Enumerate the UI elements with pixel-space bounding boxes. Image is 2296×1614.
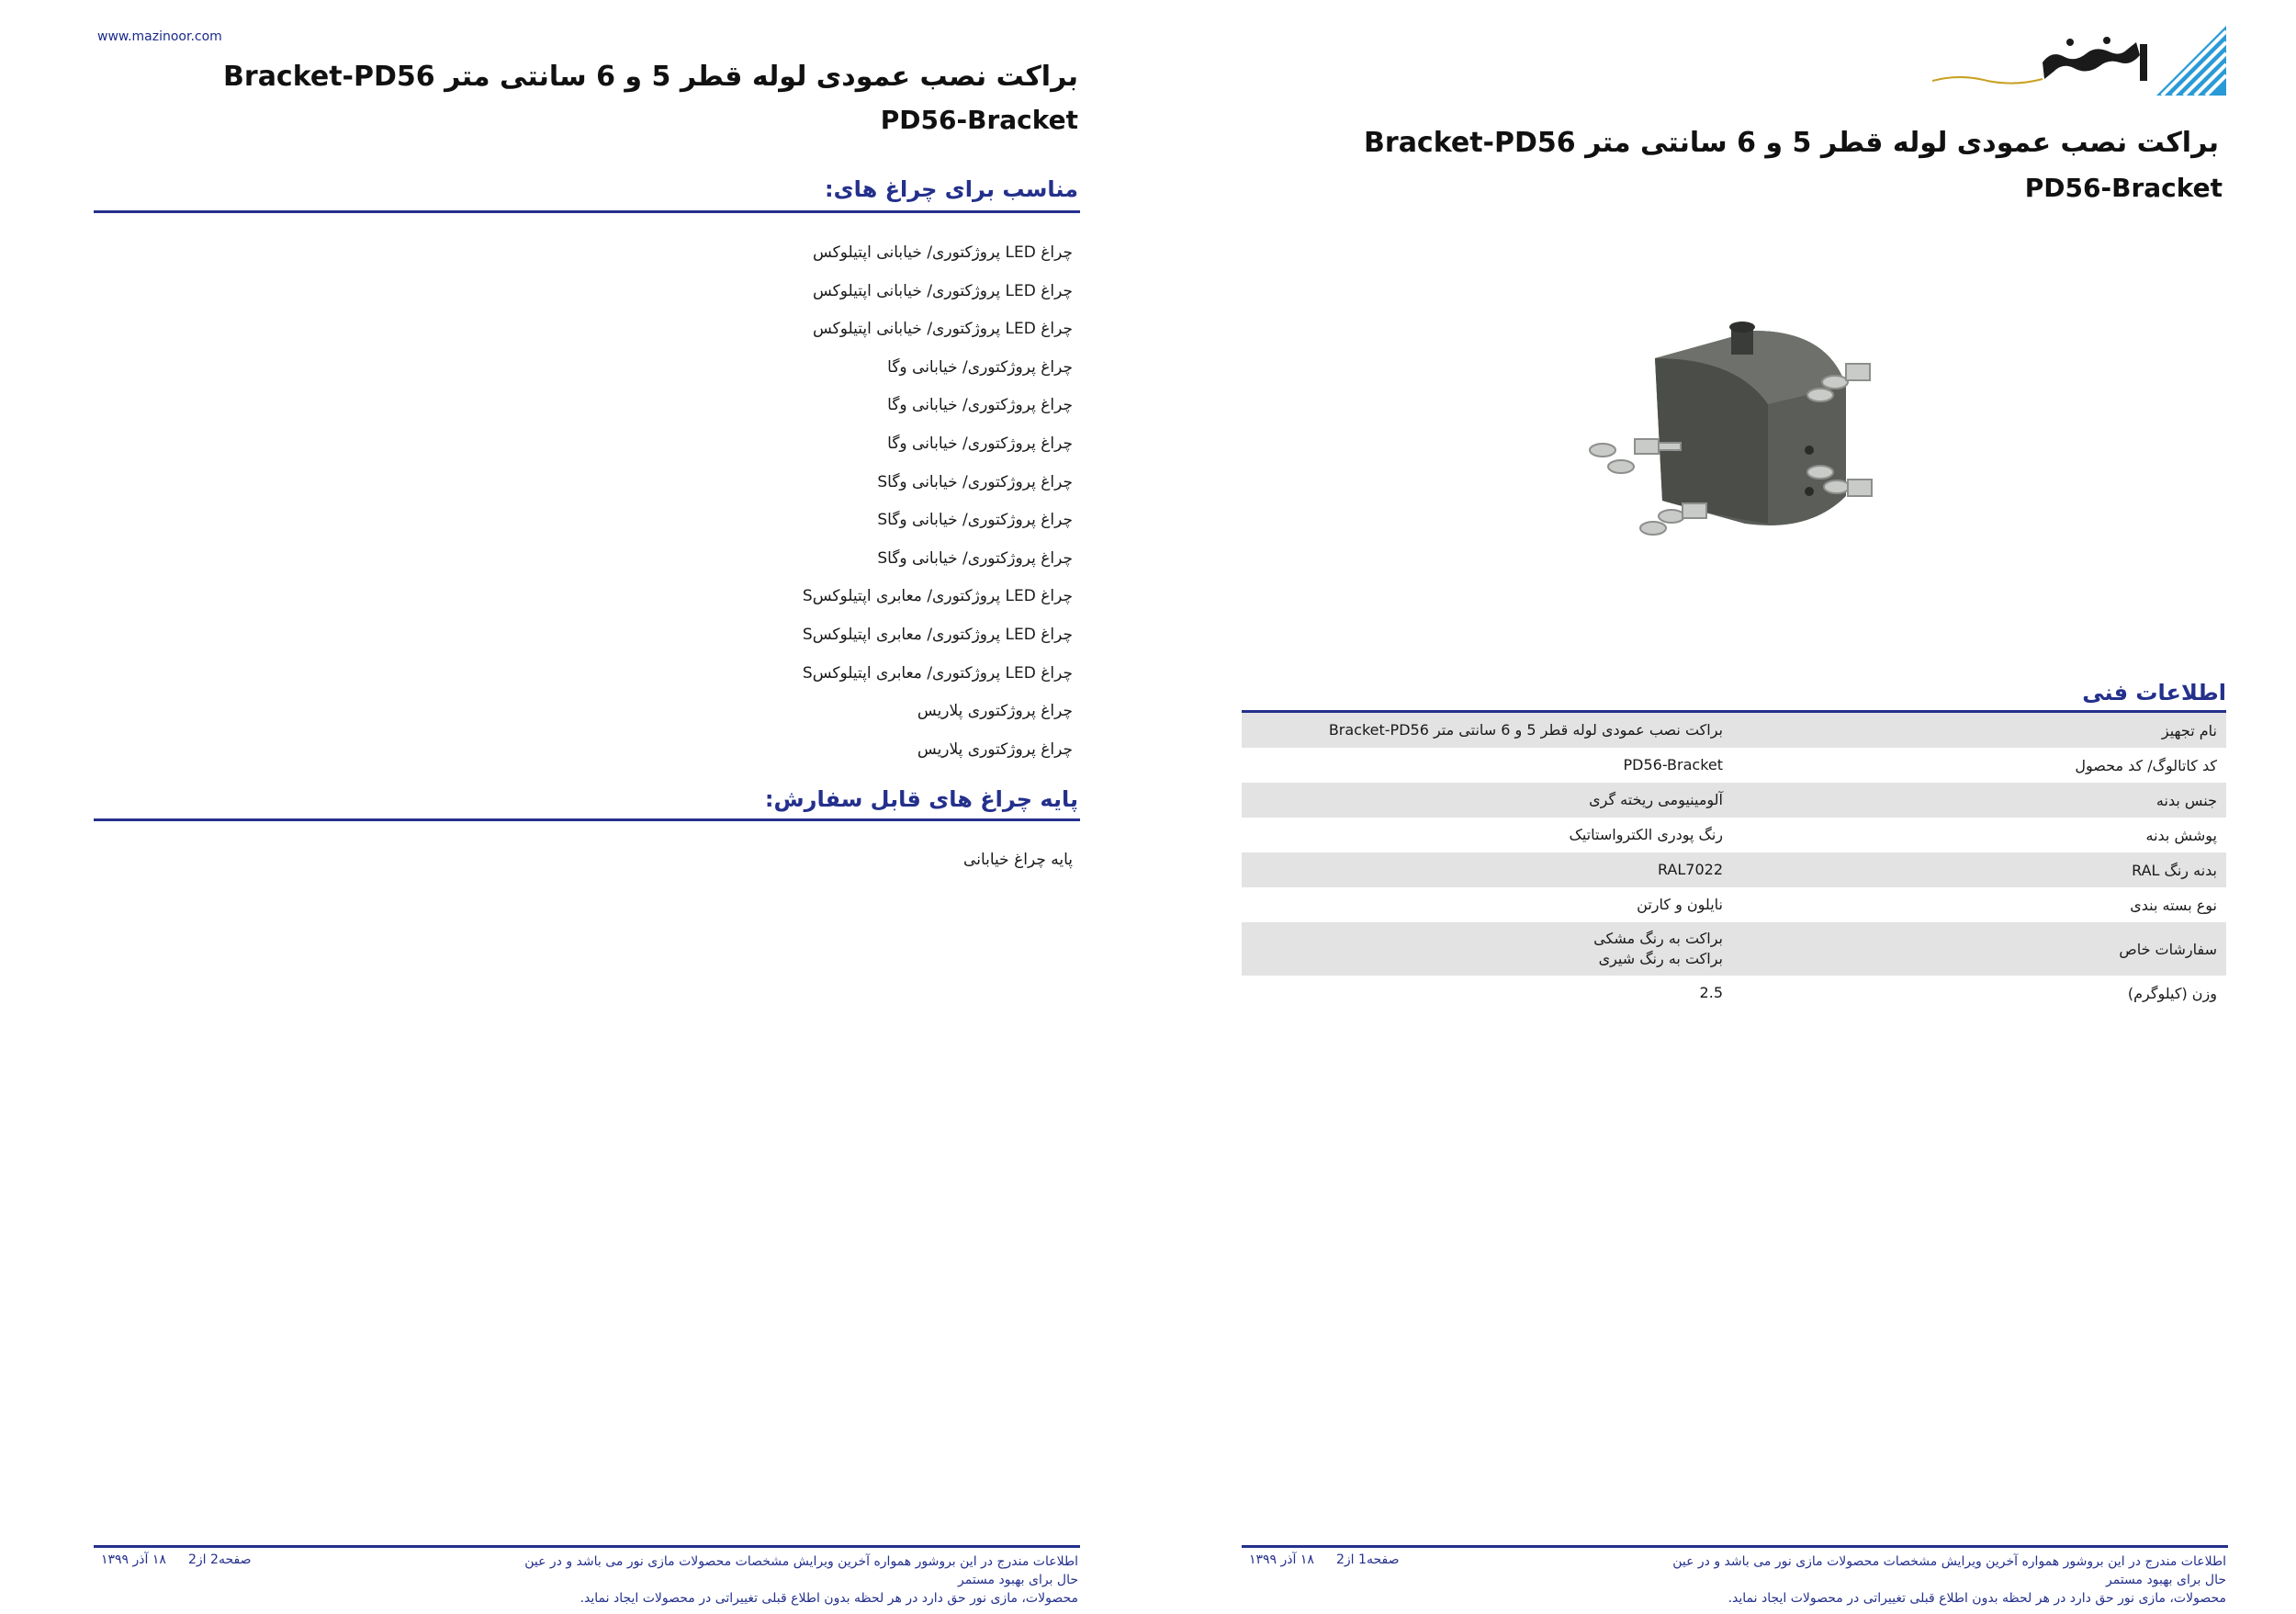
spec-heading: اطلاعات فنی [2082,680,2226,705]
bracket-product-image [1580,303,1892,551]
spec-label: سفارشات خاص [2119,940,2217,958]
list-item: چراغ پروژکتوری پلاریس [917,739,1073,759]
spec-label: وزن (کیلوگرم) [2127,984,2217,1002]
list-item: چراغ LED پروژکتوری/ خیابانی اپتیلوکس [813,243,1073,262]
footer-date: ۱۸ آذر ۱۳۹۹ [101,1552,166,1567]
list-item: چراغ LED پروژکتوری/ معابری اپتیلوکسS [802,587,1073,606]
logo-tagline-icon [1932,77,2043,84]
table-row [1242,887,2226,922]
footer-note-line: محصولات، مازی نور حق دارد در هر لحظه بدون اطلاع قبلی تغییراتی در محصولات ایجاد نماید. [1728,1591,2226,1606]
section-divider [94,818,1080,821]
product-code: PD56-Bracket [2024,173,2223,203]
suitable-heading: مناسب برای چراغ های: [825,176,1078,202]
footer-note [1657,1552,2226,1608]
table-row [1242,713,2226,748]
spec-label: بدنه رنگ RAL [2132,861,2217,879]
list-item: چراغ پروژکتوری/ خیابانی وگا [887,357,1073,377]
footer-divider [94,1545,1080,1548]
footer-note-line: محصولات، مازی نور حق دارد در هر لحظه بدون اطلاع قبلی تغییراتی در محصولات ایجاد نماید. [580,1591,1078,1606]
list-item: چراغ پروژکتوری پلاریس [917,702,1073,721]
table-row [1242,976,2226,1010]
poles-heading: پایه چراغ های قابل سفارش: [764,786,1078,812]
spec-value-line: براکت به رنگ شیری [1598,950,1723,967]
suitable-list [705,241,1073,775]
table-row [1242,852,2226,887]
page-title: براکت نصب عمودی لوله قطر 5 و 6 سانتی متر Bracket-PD56 [1364,127,2219,159]
spec-table [1242,710,2226,1010]
footer-note-line: اطلاعات مندرج در این بروشور همواره آخرین ویرایش مشخصات محصولات مازی نور می باشد و در عین حال برای بهبود مستمر [1672,1554,2226,1587]
logo-mark-icon [2156,26,2226,96]
spec-label: نوع بسته بندی [2130,896,2217,914]
spec-label: نام تجهیز [2161,721,2217,739]
page-title: براکت نصب عمودی لوله قطر 5 و 6 سانتی متر Bracket-PD56 [223,61,1078,93]
list-item: پایه چراغ خیابانی [963,851,1073,869]
spec-value: رنگ پودری الکترواستاتیک [1569,826,1723,843]
spec-value: 2.5 [1699,984,1723,1001]
list-item: چراغ LED پروژکتوری/ معابری اپتیلوکسS [802,663,1073,683]
spec-label: پوشش بدنه [2145,826,2217,844]
footer-date: ۱۸ آذر ۱۳۹۹ [1249,1552,1314,1567]
list-item: چراغ LED پروژکتوری/ معابری اپتیلوکسS [802,625,1073,644]
footer-note [509,1552,1078,1608]
list-item: چراغ LED پروژکتوری/ خیابانی اپتیلوکس [813,281,1073,300]
list-item: چراغ پروژکتوری/ خیابانی وگاS [877,472,1073,491]
table-row [1242,748,2226,783]
spec-value-line: براکت به رنگ مشکی [1593,930,1723,947]
table-row [1242,783,2226,818]
mazinoor-logo [1932,26,2226,99]
list-item: چراغ پروژکتوری/ خیابانی وگا [887,434,1073,453]
page-1 [1148,0,2296,1614]
list-item: چراغ پروژکتوری/ خیابانی وگا [887,396,1073,415]
page-number: صفحه2 از2 [188,1552,252,1567]
spec-value: براکت نصب عمودی لوله قطر 5 و 6 سانتی متر Bracket-PD56 [1328,721,1723,739]
spec-label: کد کاتالوگ/ کد محصول [2075,756,2217,774]
footer-note-line: اطلاعات مندرج در این بروشور همواره آخرین ویرایش مشخصات محصولات مازی نور می باشد و در عین حال برای بهبود مستمر [524,1554,1078,1587]
spec-value: آلومینیومی ریخته گری [1589,791,1723,808]
spec-value: نایلون و کارتن [1637,896,1723,913]
list-item: چراغ پروژکتوری/ خیابانی وگاS [877,511,1073,530]
table-row [1242,818,2226,852]
website-link[interactable]: www.mazinoor.com [97,29,222,44]
list-item: چراغ پروژکتوری/ خیابانی وگاS [877,548,1073,568]
spec-label: جنس بدنه [2155,791,2217,809]
page-number: صفحه1 از2 [1336,1552,1400,1567]
product-code: PD56-Bracket [880,105,1078,135]
list-item: چراغ LED پروژکتوری/ خیابانی اپتیلوکس [813,320,1073,339]
spec-value [1242,929,1730,969]
logo-wordmark-icon [2043,37,2147,81]
spec-value: PD56-Bracket [1623,756,1723,773]
footer-divider [1242,1545,2228,1548]
spec-value: RAL7022 [1657,861,1723,878]
section-divider [94,210,1080,213]
table-row [1242,922,2226,976]
